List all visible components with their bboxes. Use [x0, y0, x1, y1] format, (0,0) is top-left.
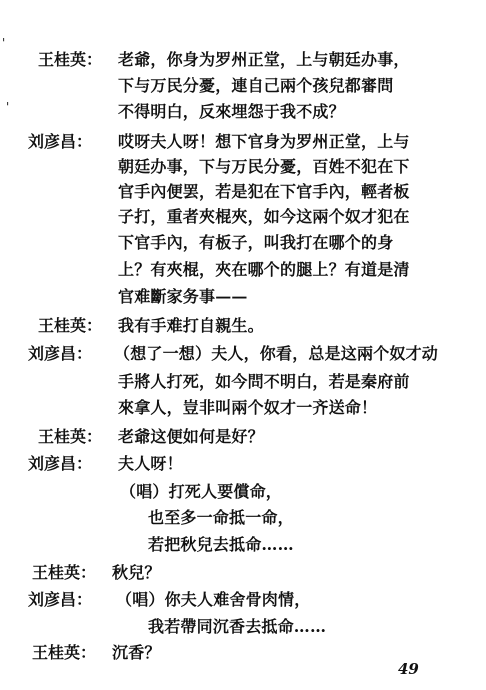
- dialogue-line: 若把秋兒去抵命……: [148, 535, 294, 554]
- speaker-name: 王桂英：: [38, 50, 103, 69]
- dialogue-line: 我有手难打自親生。: [118, 316, 264, 335]
- dialogue-line: 朝廷办事，下与万民分憂，百姓不犯在下: [118, 157, 410, 176]
- dialogue-line: 哎呀夫人呀！想下官身为罗州正堂，上与: [118, 132, 410, 151]
- margin-mark-top: ': [2, 36, 6, 50]
- dialogue-line: 我若帶同沉香去抵命……: [148, 617, 327, 636]
- speaker-name: 刘彦昌：: [28, 590, 93, 609]
- dialogue-line: 上？有夾棍，夾在哪个的腿上？有道是清: [118, 260, 410, 279]
- dialogue-line: （唱）你夫人难舍骨肉情，: [116, 590, 311, 609]
- speaker-name: 刘彦昌：: [28, 344, 93, 363]
- margin-mark-middle: ': [6, 100, 10, 114]
- speaker-name: 王桂英：: [32, 643, 97, 662]
- speaker-name: 王桂英：: [38, 427, 103, 446]
- dialogue-line: 下官手內，有板子，叫我打在哪个的身: [118, 233, 394, 252]
- dialogue-line: （想了一想）夫人，你看，总是这兩个奴才动: [114, 344, 439, 363]
- dialogue-line: 秋兒？: [112, 563, 161, 582]
- speaker-name: 刘彦昌：: [28, 132, 93, 151]
- dialogue-line: 老爺，你身为罗州正堂，上与朝廷办事，: [118, 50, 410, 69]
- dialogue-line: 老爺这便如何是好？: [118, 427, 264, 446]
- dialogue-line: 不得明白，反來埋怨于我不成？: [118, 102, 345, 121]
- page-number: 49: [398, 660, 419, 678]
- dialogue-line: 也至多一命抵一命，: [148, 508, 294, 527]
- speaker-name: 王桂英：: [38, 316, 103, 335]
- dialogue-line: （唱）打死人要償命，: [120, 482, 283, 501]
- dialogue-line: 官难斷家务事——: [118, 287, 248, 306]
- dialogue-line: 沉香？: [112, 643, 161, 662]
- speaker-name: 王桂英：: [32, 563, 97, 582]
- speaker-name: 刘彦昌：: [28, 454, 93, 473]
- dialogue-line: 子打，重者夾棍夾，如今这兩个奴才犯在: [118, 207, 410, 226]
- dialogue-line: 來拿人，豈非叫兩个奴才一齐送命！: [118, 398, 378, 417]
- dialogue-line: 下与万民分憂，連自己兩个孩兒都審問: [118, 76, 394, 95]
- dialogue-line: 手將人打死，如今問不明白，若是秦府前: [118, 372, 410, 391]
- dialogue-line: 官手內便罢，若是犯在下官手內，輕者板: [118, 182, 410, 201]
- dialogue-line: 夫人呀！: [118, 454, 183, 473]
